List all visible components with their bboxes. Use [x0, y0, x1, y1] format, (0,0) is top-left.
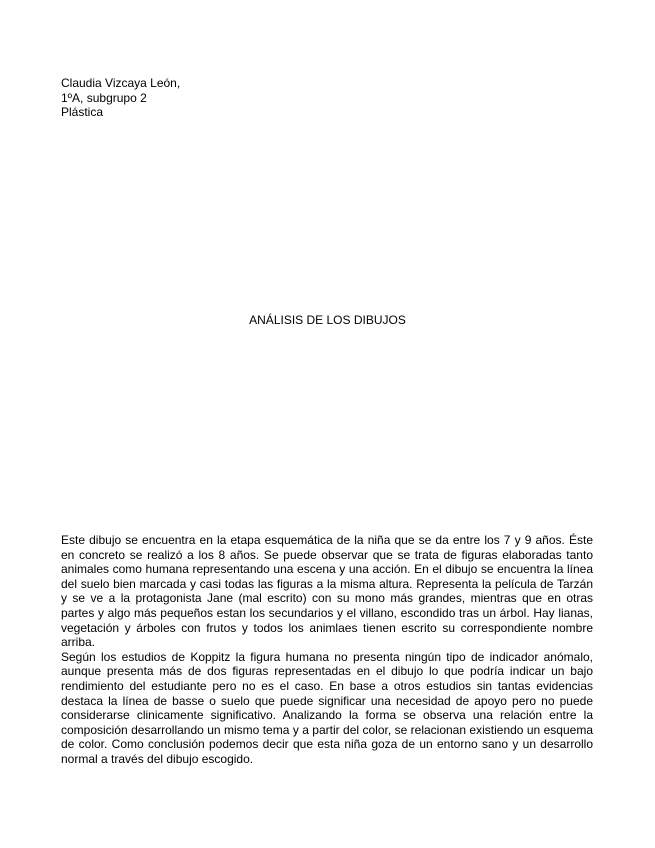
paragraph-1: Este dibujo se encuentra en la etapa esquemática de la niña que se da entre los 7 y 9 años. Éste en concreto se realizó a los 8 años. Se puede observar que se trata de figuras elaboradas tanto animales como humana representando una escena y una acción. En el dibujo se encuentra la línea del suelo bien marcada y casi todas las figuras a la misma altura. Representa la película de Tarzán y se ve a la protagonista Jane (mal escrito) con su mono más grandes, mientras que en otras partes y algo más pequeños estan los secundarios y el villano, escondido tras un árbol. Hay lianas, vegetación y árboles con frutos y todos los animlaes tienen escrito su correspondiente nombre arriba. [61, 533, 593, 650]
author-name: Claudia Vizcaya León, [61, 76, 181, 90]
paragraph-2: Según los estudios de Koppitz la figura humana no presenta ningún tipo de indicador anómalo, aunque presenta más de dos figuras representadas en el dibujo lo que podría indicar un bajo rendimiento del estudiante pero no es el caso. En base a otros estudios sin tantas evidencias destaca la línea de basse o suelo que puede significar una necesidad de apoyo pero no puede considerarse clinicamente significativo. Analizando la forma se observa una relación entre la composición desarrollando un mismo tema y a partir del color, se relacionan existiendo un esquema de color. Como conclusión podemos decir que esta niña goza de un entorno sano y un desarrollo normal a través del dibujo escogido. [61, 649, 593, 766]
subject-name: Plástica [61, 105, 104, 119]
class-group: 1ºA, subgrupo 2 [61, 90, 147, 105]
document-title: ANÁLISIS DE LOS DIBUJOS [249, 313, 406, 327]
document-body [61, 533, 593, 767]
document-header [61, 76, 180, 120]
